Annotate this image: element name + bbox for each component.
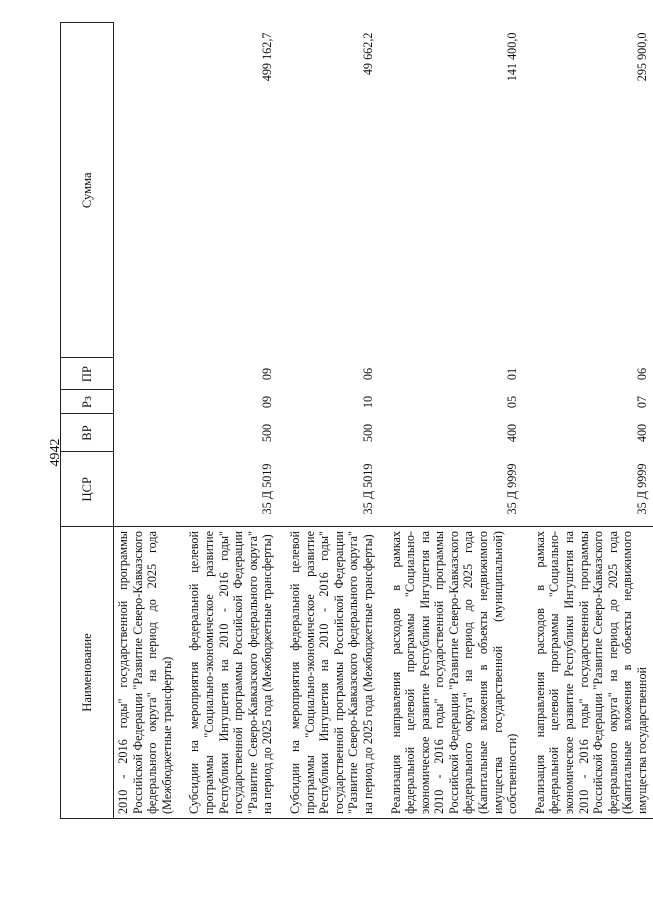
- table-row: [286, 23, 379, 819]
- header-sum: Сумма: [61, 23, 114, 359]
- row-pr: 09: [260, 367, 275, 381]
- header-rz: Рз: [61, 390, 114, 414]
- row-sum: 141 400,0: [505, 32, 520, 82]
- row-name: Реализация направления расходов в рамках федеральной целевой программы "Социально-экономическое развитие Республики Ингушетия на 2010 - 2016 годы" государственной программы Российской Федерации "Развитие Северо-Кавказского федерального округа" на период до 2025 года (Капитальные вложения в объекты недвижимого имущества государственной (муниципальной) собственности): [387, 527, 523, 819]
- row-rz: 07: [635, 395, 649, 409]
- table-row: [114, 23, 178, 819]
- row-pr: 06: [360, 367, 375, 381]
- row-name: Субсидии на мероприятия федеральной целевой программы "Социально-экономическое развитие Республики Ингушетия на 2010 - 2016 годы" государственной программы Российской Федерации "Развитие Северо-Кавказского федерального округа" на период до 2025 года (Межбюджетные трансферты): [185, 527, 278, 819]
- row-csr: 35 Д 5019: [260, 463, 275, 515]
- table-header-row: [61, 23, 114, 819]
- row-pr: 06: [635, 367, 649, 381]
- row-vr: 400: [505, 423, 520, 443]
- header-vr: ВР: [61, 414, 114, 452]
- row-sum: [114, 23, 178, 359]
- row-pr: 01: [505, 367, 520, 381]
- row-csr: 35 Д 9999: [635, 463, 649, 515]
- row-name: 2010 - 2016 годы" государственной программы Российской Федерации "Развитие Северо-Кавказского федерального округа" на период до 2025 года (Межбюджетные трансферты): [114, 527, 178, 819]
- table-row: [387, 23, 523, 819]
- page-number: 4942: [48, 438, 63, 467]
- row-vr: 400: [635, 423, 649, 443]
- row-csr: 35 Д 5019: [360, 463, 375, 515]
- budget-table: [60, 22, 653, 819]
- row-name: Субсидии на мероприятия федеральной целевой программы "Социально-экономическое развитие Республики Ингушетия на 2010 - 2016 годы" государственной программы Российской Федерации "Развитие Северо-Кавказского федерального округа" на период до 2025 года (Межбюджетные трансферты): [286, 527, 379, 819]
- header-pr: ПР: [61, 358, 114, 390]
- row-sum: 49 662,2: [360, 32, 375, 76]
- header-name: Наименование: [61, 527, 114, 819]
- row-rz: 09: [260, 395, 275, 409]
- row-pr: [114, 358, 178, 390]
- table-row: [185, 23, 278, 819]
- row-csr: 35 Д 9999: [505, 463, 520, 515]
- row-vr: [114, 414, 178, 452]
- row-vr: 500: [360, 423, 375, 443]
- row-rz: 10: [360, 395, 375, 409]
- row-csr: [114, 452, 178, 527]
- row-sum: 499 162,7: [260, 32, 275, 82]
- row-rz: 05: [505, 395, 520, 409]
- row-sum: 295 900,0: [635, 32, 649, 82]
- table-row: [531, 23, 653, 819]
- row-name: Реализация направления расходов в рамках федеральной целевой программы "Социально-экономическое развитие Республики Ингушетия на 2010 - 2016 годы" государственной программы Российской Федерации "Развитие Северо-Кавказского федерального округа" на период до 2025 года (Капитальные вложения в объекты недвижимого имущества государственной: [531, 527, 653, 819]
- row-vr: 500: [260, 423, 275, 443]
- header-csr: ЦСР: [61, 452, 114, 527]
- row-rz: [114, 390, 178, 414]
